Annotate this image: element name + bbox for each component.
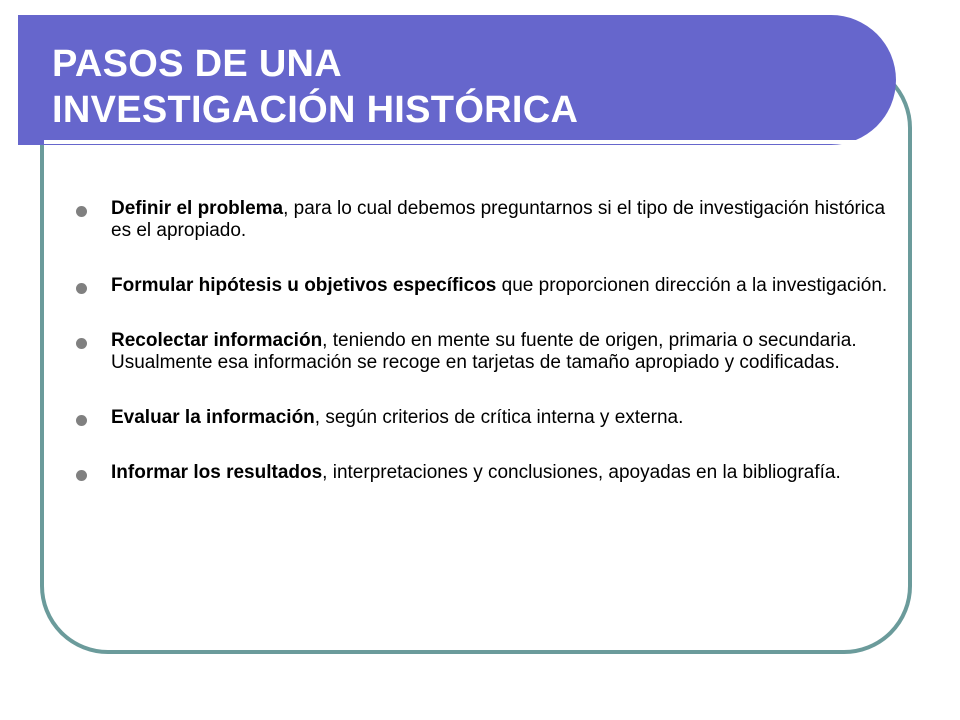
bullet-heading: Recolectar información — [111, 330, 323, 351]
bullet-item-definir — [76, 198, 888, 242]
slide-title — [52, 41, 578, 133]
bullet-text: , teniendo en mente su fuente de origen, primaria o secundaria. Usualmente esa información se recoge en tarjetas de tamaño apropiado y codificadas. — [111, 330, 857, 373]
bullet-dot-icon — [76, 338, 87, 349]
bullet-item-informar — [76, 462, 888, 484]
bullet-text: , interpretaciones y conclusiones, apoyadas en la bibliografía. — [322, 462, 841, 483]
bullet-list — [76, 198, 888, 517]
bullet-text: , para lo cual debemos preguntarnos si el tipo de investigación histórica es el apropiado. — [111, 198, 886, 241]
bullet-heading: Formular hipótesis u objetivos específicos — [111, 275, 497, 296]
bullet-dot-icon — [76, 470, 87, 481]
bullet-heading: Evaluar la información — [111, 407, 315, 428]
bullet-text: , según criterios de crítica interna y externa. — [314, 407, 684, 428]
title-line-2: INVESTIGACIÓN HISTÓRICA — [52, 89, 579, 131]
bullet-heading: Definir el problema — [111, 198, 284, 219]
title-bar — [18, 15, 896, 145]
bullet-item-recolectar — [76, 330, 888, 374]
title-underline — [44, 140, 866, 144]
title-line-1: PASOS DE UNA — [52, 43, 343, 85]
bullet-item-formular — [76, 275, 888, 297]
bullet-text: que proporcionen dirección a la investigación. — [496, 275, 888, 296]
bullet-dot-icon — [76, 415, 87, 426]
bullet-dot-icon — [76, 283, 87, 294]
bullet-heading: Informar los resultados — [111, 462, 323, 483]
bullet-item-evaluar — [76, 407, 888, 429]
bullet-dot-icon — [76, 206, 87, 217]
